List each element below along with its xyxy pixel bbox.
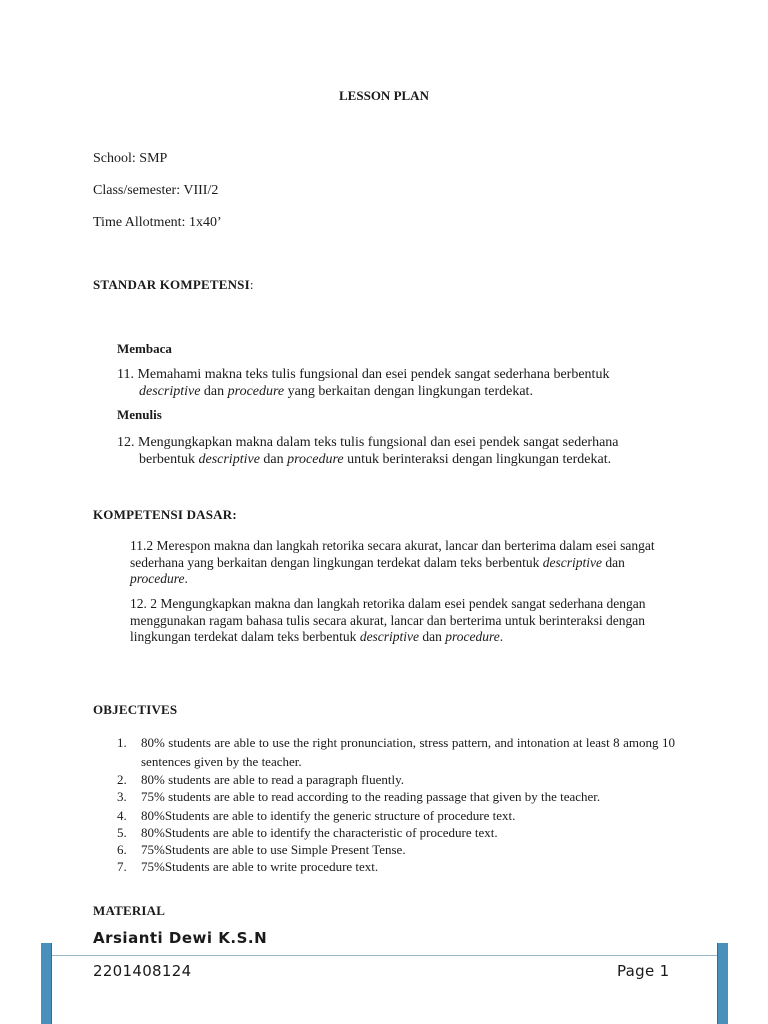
objectives-heading: OBJECTIVES: [93, 702, 178, 717]
footer-student-id: 2201408124: [93, 962, 192, 980]
list-item: 5. 80%Students are able to identify the characteristic of procedure text.: [117, 824, 498, 840]
item-11-line1: 11. Memahami makna teks tulis fungsional dan esei pendek sangat sederhana berbentuk: [117, 367, 610, 382]
footer-page-number: Page 1: [617, 962, 670, 980]
footer-divider: [51, 955, 717, 956]
footer-left-accent-bar: [41, 943, 52, 1024]
class-semester-line: Class/semester: VIII/2: [93, 183, 219, 198]
item-11-line2: descriptive dan procedure yang berkaitan dengan lingkungan terdekat.: [139, 384, 533, 399]
standar-item-12: [117, 434, 687, 468]
list-item: 7. 75%Students are able to write procedure text.: [117, 858, 379, 874]
school-line: School: SMP: [93, 151, 168, 166]
kompetensi-dasar-12-2: 12. 2 Mengungkapkan makna dan langkah retorika dalam esei pendek sangat sederhana dengan menggunakan ragam bahasa tulis secara akurat, lancar dan berterima untuk berinteraksi dengan lingkungan terdekat dalam teks berbentuk descriptive dan procedure.: [130, 596, 646, 644]
item-12-line2: berbentuk descriptive dan procedure untuk berinteraksi dengan lingkungan terdekat.: [139, 452, 612, 467]
footer-right-accent-bar: [717, 943, 728, 1024]
standar-kompetensi-heading: [93, 277, 254, 293]
list-item: 1. 80% students are able to use the right pronunciation, stress pattern, and intonation at least 8 among 10 sentences given by the teacher.: [117, 735, 675, 769]
time-allotment-line: Time Allotment: 1x40’: [93, 215, 222, 230]
membaca-label: Membaca: [117, 341, 172, 356]
objectives-list: [117, 734, 675, 875]
list-item: 6. 75%Students are able to use Simple Present Tense.: [117, 841, 406, 857]
document-title: LESSON PLAN: [339, 88, 429, 103]
kompetensi-dasar-11-2: 11.2 Merespon makna dan langkah retorika secara akurat, lancar dan berterima dalam esei sangat sederhana yang berkaitan dengan lingkungan terdekat dalam teks berbentuk descriptive dan procedure.: [130, 538, 655, 586]
standar-item-11: [117, 366, 687, 400]
material-heading: MATERIAL: [93, 903, 166, 918]
list-item: 3. 75% students are able to read according to the reading passage that given by the teacher.: [117, 789, 601, 804]
item-12-line1: 12. Mengungkapkan makna dalam teks tulis fungsional dan esei pendek sangat sederhana: [117, 435, 619, 450]
standar-heading-colon: :: [249, 277, 254, 292]
menulis-label: Menulis: [117, 407, 162, 422]
standar-heading-text: STANDAR KOMPETENSI: [93, 277, 250, 292]
kompetensi-dasar-heading: KOMPETENSI DASAR:: [93, 507, 237, 522]
footer-author-name: Arsianti Dewi K.S.N: [93, 929, 268, 947]
list-item: 4. 80%Students are able to identify the generic structure of procedure text.: [117, 807, 516, 823]
list-item: 2. 80% students are able to read a paragraph fluently.: [117, 772, 405, 787]
